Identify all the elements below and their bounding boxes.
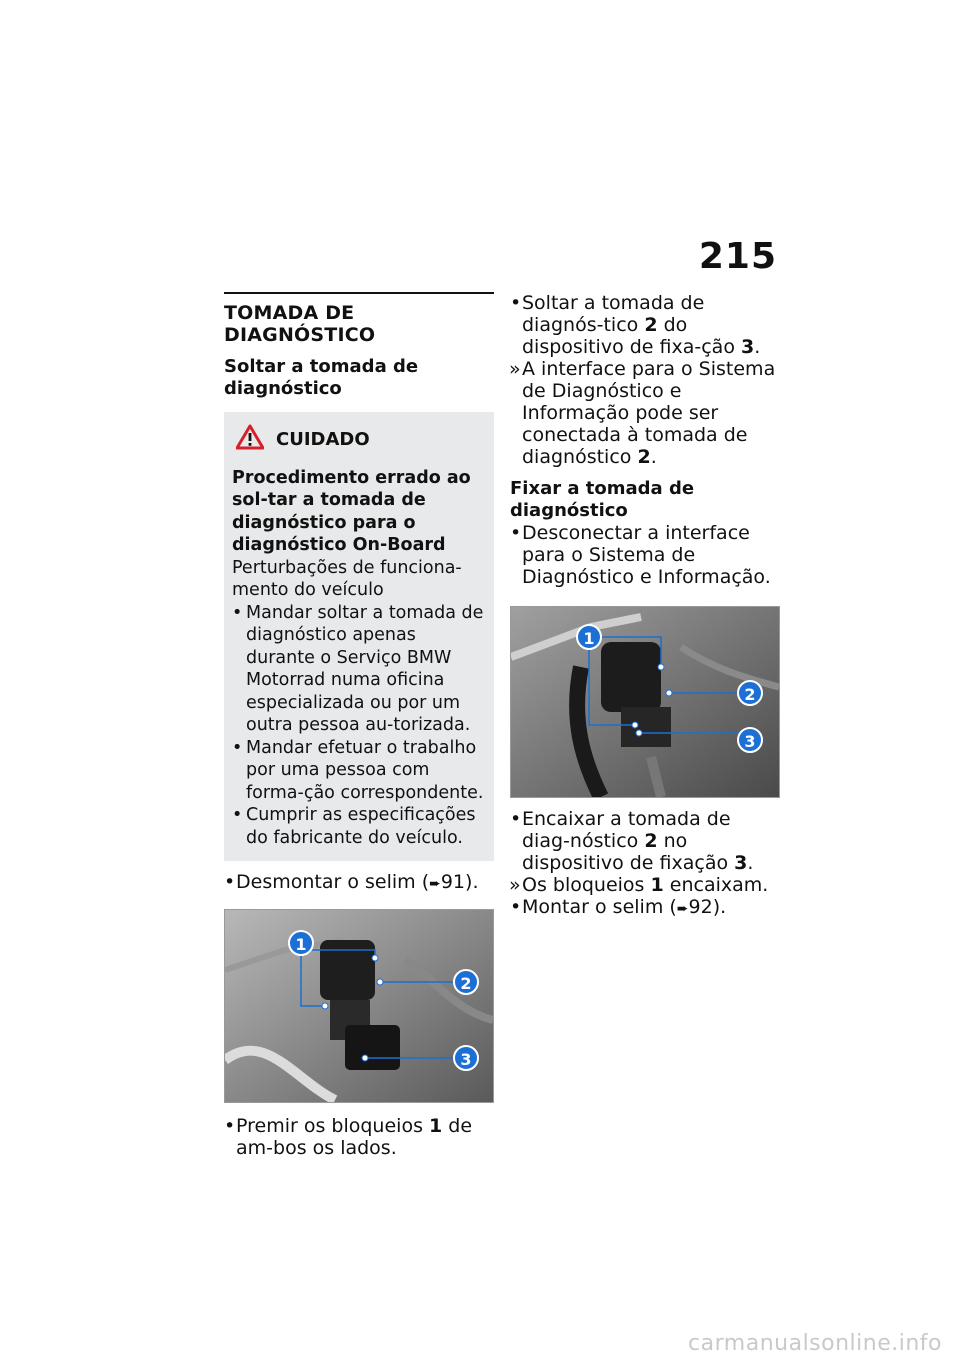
page-ref[interactable]: 91 — [440, 871, 466, 893]
result-locks-engage — [510, 874, 782, 896]
caution-title: Procedimento errado ao sol-tar a tomada de diagnóstico para o diagnóstico On-Board — [232, 467, 471, 555]
subheading-release: Soltar a tomada de diagnóstico — [224, 356, 419, 399]
subheading-fix: Fixar a tomada de diagnóstico — [510, 478, 695, 521]
step-text: do dispositivo de fixa-ção — [522, 314, 741, 358]
callout-1: 1 — [288, 930, 314, 956]
step-text: Desmontar o selim ( — [236, 871, 430, 893]
step-release-socket — [510, 292, 782, 358]
caution-header — [236, 424, 486, 457]
ref-num: 1 — [429, 1115, 443, 1137]
step-disconnect-interface: • Desconectar a interface para o Sistema de Diagnóstico e Informação. — [510, 522, 782, 588]
watermark: carmanualsonline.info — [688, 1331, 942, 1356]
callout-2: 2 — [737, 680, 763, 706]
right-column — [510, 292, 782, 920]
page-ref-arrow-icon: ➨ — [676, 901, 689, 917]
ref-num: 1 — [650, 874, 664, 896]
ref-num: 2 — [644, 830, 658, 852]
ref-num: 3 — [741, 336, 755, 358]
caution-item: • Mandar efetuar o trabalho por uma pessoa com forma-ção correspondente. — [232, 737, 486, 805]
callout-3: 3 — [737, 727, 763, 753]
step-text: no dispositivo de fixação — [522, 830, 735, 874]
caution-label: CUIDADO — [276, 429, 370, 450]
step-text-suffix: . — [747, 852, 754, 874]
step-text-suffix: . — [754, 336, 761, 358]
left-column — [224, 292, 494, 1159]
warning-triangle-icon — [236, 424, 276, 457]
ref-num: 2 — [644, 314, 658, 336]
step-insert-socket — [510, 808, 782, 874]
step-text: Montar o selim ( — [522, 896, 677, 918]
section-title: TOMADA DE DIAGNÓSTICO — [224, 292, 494, 346]
caution-item: • Mandar soltar a tomada de diagnóstico apenas durante o Serviço BMW Motorrad numa oficina especializada ou por um outra pessoa au-torizada. — [232, 602, 486, 737]
result-text: Os bloqueios — [522, 874, 651, 896]
callout-1: 1 — [576, 624, 602, 650]
photo-diagnostic-socket-release — [224, 909, 494, 1103]
page-number: 215 — [698, 236, 777, 277]
ref-num: 2 — [637, 446, 651, 468]
step-text: Premir os bloqueios — [236, 1115, 430, 1137]
step-text-suffix: ). — [712, 896, 727, 918]
page-ref[interactable]: 92 — [688, 896, 713, 918]
step-text-suffix: ). — [465, 871, 479, 893]
caution-consequence: Perturbações de funciona-mento do veículo — [232, 557, 462, 600]
step-text: Encaixar a tomada de diag-nóstico — [522, 808, 731, 852]
result-text-suffix: encaixam. — [663, 874, 769, 896]
step-install-seat — [510, 896, 782, 920]
ref-num: 3 — [734, 852, 748, 874]
caution-box — [224, 412, 494, 861]
callout-2: 2 — [453, 969, 479, 995]
page-ref-arrow-icon: ➨ — [429, 876, 441, 892]
caution-item: • Cumprir as especificações do fabricante do veículo. — [232, 804, 486, 849]
result-text: A interface para o Sistema de Diagnóstico e Informação pode ser conectada à tomada de diagnóstico — [522, 358, 776, 468]
result-interface-connect — [510, 358, 782, 468]
result-text-suffix: . — [650, 446, 657, 468]
step-text-suffix: de am-bos os lados. — [236, 1115, 473, 1159]
step-press-locks — [224, 1115, 494, 1159]
callout-3: 3 — [453, 1045, 479, 1071]
photo-diagnostic-socket-fix — [510, 606, 780, 798]
step-text: Soltar a tomada de diagnós-tico — [522, 292, 705, 336]
step-remove-seat — [224, 871, 494, 895]
